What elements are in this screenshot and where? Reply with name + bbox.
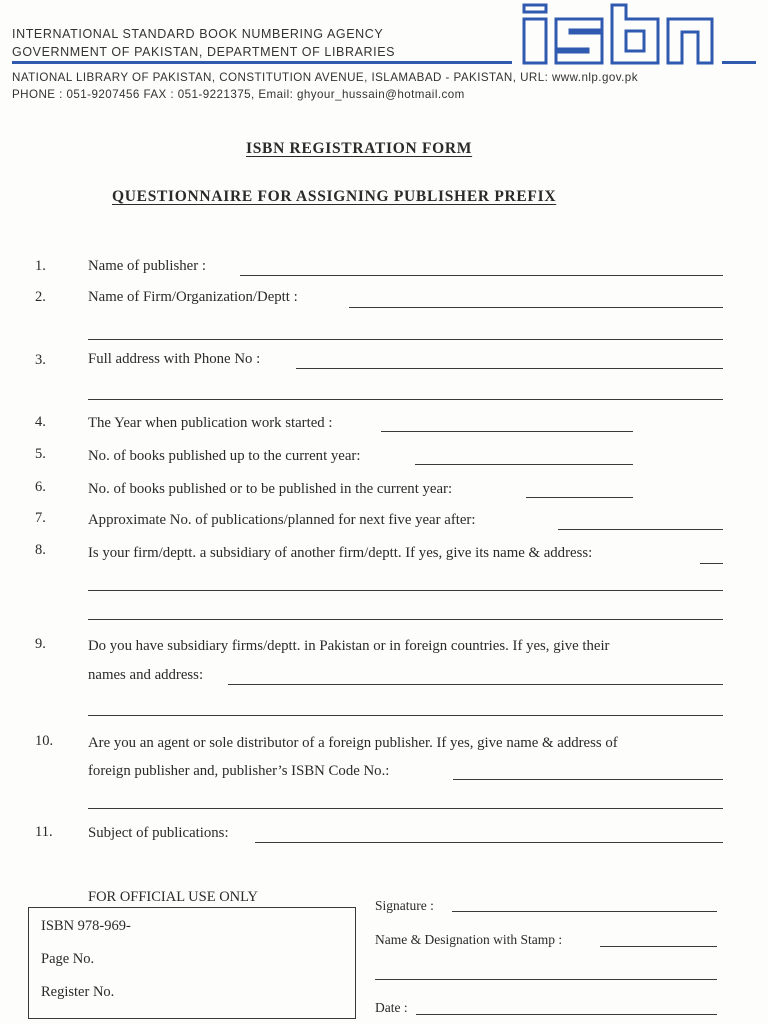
isbn-prefix-label: ISBN 978-969- bbox=[41, 918, 131, 934]
question-number: 1. bbox=[35, 258, 46, 274]
subsidiary-of-field-line-3[interactable] bbox=[88, 619, 723, 620]
form-subtitle: QUESTIONNAIRE FOR ASSIGNING PUBLISHER PREFIX bbox=[112, 188, 557, 205]
question-number: 3. bbox=[35, 352, 46, 368]
address-phone-field[interactable] bbox=[296, 368, 723, 369]
question-label: Full address with Phone No : bbox=[88, 351, 261, 367]
page-no-label: Page No. bbox=[41, 951, 95, 967]
subsidiary-of-field-line-2[interactable] bbox=[88, 590, 723, 591]
question-number: 6. bbox=[35, 479, 46, 495]
question-number: 11. bbox=[35, 824, 53, 840]
contact-info: PHONE : 051-9207456 FAX : 051-9221375, Email: ghyour_hussain@hotmail.com bbox=[12, 88, 465, 101]
question-label: Subject of publications: bbox=[88, 825, 229, 841]
subsidiary-firms-field[interactable] bbox=[228, 684, 723, 685]
name-designation-field-line-2[interactable] bbox=[375, 979, 717, 980]
publisher-name-field[interactable] bbox=[240, 275, 723, 276]
official-use-box bbox=[28, 907, 356, 1019]
signature-label: Signature : bbox=[375, 898, 434, 913]
foreign-publisher-field[interactable] bbox=[453, 779, 723, 780]
question-label: Is your firm/deptt. a subsidiary of another firm/deptt. If yes, give its name & address: bbox=[88, 545, 593, 561]
question-number: 9. bbox=[35, 636, 46, 652]
date-field[interactable] bbox=[416, 1014, 717, 1015]
subsidiary-firms-field-line-2[interactable] bbox=[88, 715, 723, 716]
question-label: Do you have subsidiary firms/deptt. in Pakistan or in foreign countries. If yes, give their bbox=[88, 638, 610, 654]
form-title: ISBN REGISTRATION FORM bbox=[246, 140, 473, 157]
official-use-heading: FOR OFFICIAL USE ONLY bbox=[88, 889, 259, 905]
start-year-field[interactable] bbox=[381, 431, 633, 432]
books-published-field[interactable] bbox=[415, 464, 633, 465]
register-no-label: Register No. bbox=[41, 984, 115, 1000]
question-label: Approximate No. of publications/planned for next five year after: bbox=[88, 512, 476, 528]
question-label: Are you an agent or sole distributor of a foreign publisher. If yes, give name & address of bbox=[88, 735, 618, 751]
signature-field[interactable] bbox=[452, 911, 717, 912]
subject-field[interactable] bbox=[255, 842, 723, 843]
isbn-logo bbox=[518, 2, 718, 66]
subsidiary-of-field[interactable] bbox=[700, 563, 723, 564]
foreign-publisher-field-line-2[interactable] bbox=[88, 808, 723, 809]
firm-name-field[interactable] bbox=[349, 307, 723, 308]
question-number: 8. bbox=[35, 542, 46, 558]
question-number: 5. bbox=[35, 446, 46, 462]
library-address: NATIONAL LIBRARY OF PAKISTAN, CONSTITUTION AVENUE, ISLAMABAD - PAKISTAN, URL: www.nlp.gov.pk bbox=[12, 71, 638, 84]
question-number: 2. bbox=[35, 289, 46, 305]
question-label: No. of books published or to be published in the current year: bbox=[88, 481, 453, 497]
name-designation-label: Name & Designation with Stamp : bbox=[375, 932, 563, 947]
question-label: No. of books published up to the current year: bbox=[88, 448, 361, 464]
firm-name-field-line-2[interactable] bbox=[88, 339, 723, 340]
question-number: 4. bbox=[35, 414, 46, 430]
question-number: 10. bbox=[35, 733, 54, 749]
address-phone-field-line-2[interactable] bbox=[88, 399, 723, 400]
five-year-plan-field[interactable] bbox=[558, 529, 723, 530]
question-label: Name of publisher : bbox=[88, 258, 206, 274]
question-number: 7. bbox=[35, 510, 46, 526]
current-year-books-field[interactable] bbox=[526, 497, 633, 498]
date-label: Date : bbox=[375, 1000, 408, 1015]
question-label: The Year when publication work started : bbox=[88, 415, 333, 431]
question-label-continued: names and address: bbox=[88, 667, 204, 683]
name-designation-field[interactable] bbox=[600, 946, 717, 947]
header-rule-right bbox=[722, 61, 756, 64]
agency-name: INTERNATIONAL STANDARD BOOK NUMBERING AGENCY bbox=[12, 27, 384, 41]
government-department: GOVERNMENT OF PAKISTAN, DEPARTMENT OF LIBRARIES bbox=[12, 45, 396, 59]
question-label-continued: foreign publisher and, publisher’s ISBN Code No.: bbox=[88, 763, 390, 779]
question-label: Name of Firm/Organization/Deptt : bbox=[88, 289, 298, 305]
header-rule-left bbox=[12, 61, 512, 64]
